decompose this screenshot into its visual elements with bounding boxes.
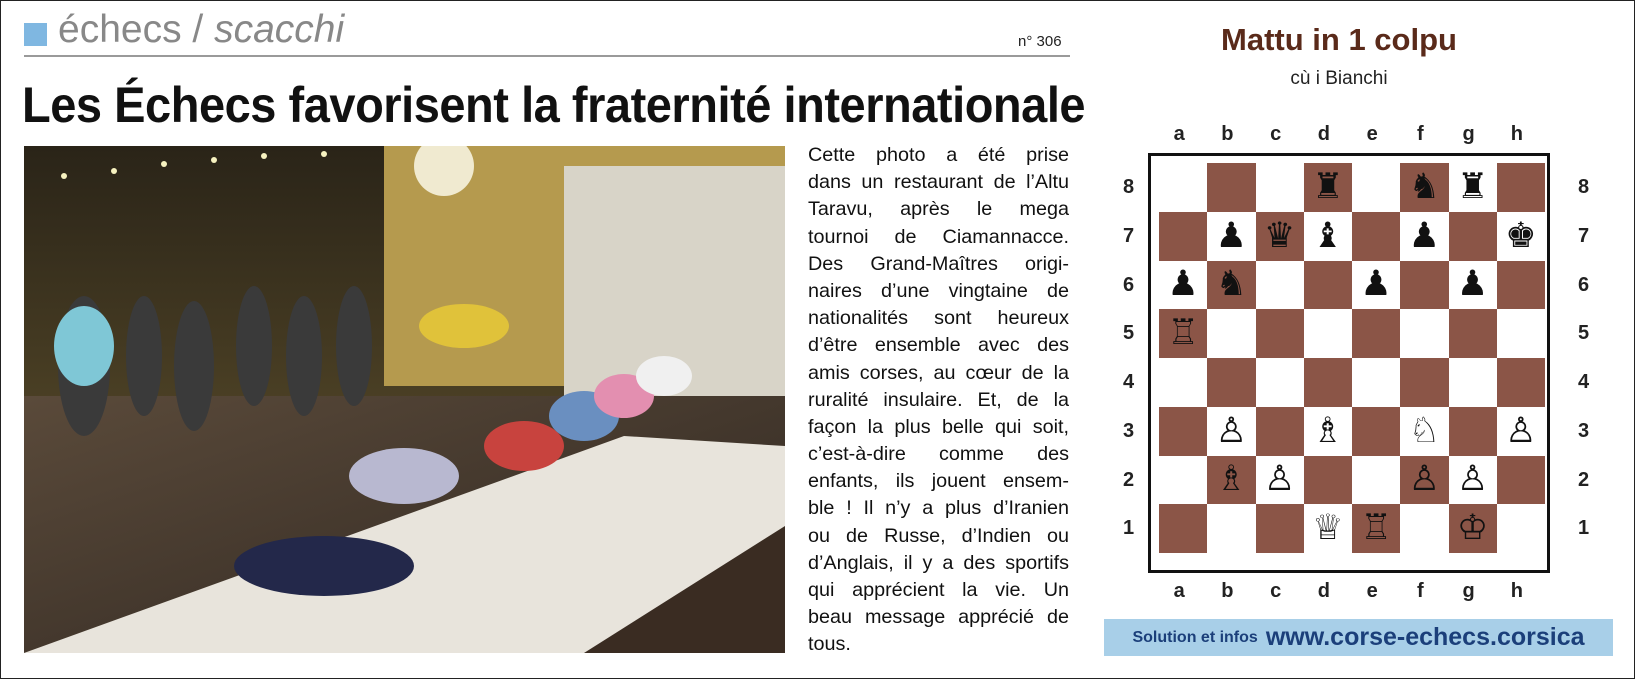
white-pawn-icon: ♙ <box>1505 410 1537 451</box>
black-knight-icon: ♞ <box>1408 166 1441 207</box>
article-line: naires d’une vingtaine de <box>808 279 1069 302</box>
file-label: a <box>1173 580 1185 602</box>
square-e8 <box>1352 163 1400 212</box>
rank-label: 1 <box>1578 517 1590 540</box>
square-b8 <box>1207 163 1255 212</box>
board-grid <box>1159 163 1545 553</box>
chess-board <box>1148 153 1550 573</box>
square-c1 <box>1256 504 1304 553</box>
square-b5 <box>1207 309 1255 358</box>
rank-label: 7 <box>1578 224 1590 247</box>
white-pawn-icon: ♙ <box>1456 459 1489 500</box>
square-d4 <box>1304 358 1352 407</box>
black-knight-icon: ♞ <box>1215 264 1248 305</box>
square-d7 <box>1304 212 1352 261</box>
white-bishop-icon: ♗ <box>1215 459 1248 500</box>
file-label: e <box>1366 580 1378 602</box>
rank-label: 2 <box>1123 468 1135 491</box>
square-a1 <box>1159 504 1207 553</box>
square-g3 <box>1449 407 1497 456</box>
white-pawn-icon: ♙ <box>1263 459 1296 500</box>
square-f1 <box>1400 504 1448 553</box>
header-rule <box>24 55 1070 57</box>
square-h7 <box>1497 212 1545 261</box>
square-h3 <box>1497 407 1545 456</box>
square-f5 <box>1400 309 1448 358</box>
black-rook-icon: ♜ <box>1456 166 1489 207</box>
square-h1 <box>1497 504 1545 553</box>
rank-label: 2 <box>1578 468 1590 491</box>
white-bishop-icon: ♗ <box>1312 410 1344 451</box>
white-rook-icon: ♖ <box>1167 313 1199 354</box>
article-line: Des Grand-Maîtres origi- <box>808 252 1069 275</box>
file-label: h <box>1510 123 1523 145</box>
file-label: h <box>1510 580 1523 602</box>
article-line: tous. <box>808 633 851 656</box>
file-label: a <box>1173 123 1185 145</box>
file-label: f <box>1417 580 1424 602</box>
white-pawn-icon: ♙ <box>1215 410 1248 451</box>
square-c5 <box>1256 309 1304 358</box>
square-f6 <box>1400 261 1448 310</box>
black-king-icon: ♚ <box>1505 215 1537 256</box>
square-b4 <box>1207 358 1255 407</box>
headline: Les Échecs favorisent la fraternité internationale <box>22 77 1086 133</box>
square-a5 <box>1159 309 1207 358</box>
square-e7 <box>1352 212 1400 261</box>
square-c4 <box>1256 358 1304 407</box>
file-label: c <box>1270 580 1282 602</box>
article-line: enfants, ils jouent ensem- <box>808 470 1069 493</box>
article-line: ble ! Il n’y a plus d’Iranien <box>808 497 1069 520</box>
article-line: tournoi de Ciamannacce. <box>808 225 1069 248</box>
square-e5 <box>1352 309 1400 358</box>
article-line: Cette photo a été prise <box>808 144 1069 166</box>
white-queen-icon: ♕ <box>1312 508 1344 549</box>
file-label: b <box>1221 580 1234 602</box>
square-g2 <box>1449 456 1497 505</box>
article-line: d’Anglais, il y a des sportifs <box>808 551 1069 574</box>
square-a2 <box>1159 456 1207 505</box>
square-b6 <box>1207 261 1255 310</box>
file-label: f <box>1417 123 1424 145</box>
square-f2 <box>1400 456 1448 505</box>
rank-labels-right <box>1578 163 1589 553</box>
square-e3 <box>1352 407 1400 456</box>
puzzle-subtitle: cù i Bianchi <box>1290 68 1388 89</box>
square-c8 <box>1256 163 1304 212</box>
square-d2 <box>1304 456 1352 505</box>
kicker-corsican: scacchi <box>214 8 345 51</box>
rank-label: 5 <box>1123 322 1135 345</box>
square-d6 <box>1304 261 1352 310</box>
file-labels-bottom <box>1155 580 1541 603</box>
rank-label: 1 <box>1123 517 1135 540</box>
square-b1 <box>1207 504 1255 553</box>
rank-label: 6 <box>1578 273 1590 296</box>
file-label: c <box>1270 123 1282 145</box>
black-pawn-icon: ♟ <box>1408 215 1441 256</box>
section-kicker <box>58 8 344 53</box>
square-f4 <box>1400 358 1448 407</box>
rank-label: 6 <box>1123 273 1135 296</box>
rank-label: 8 <box>1123 176 1135 198</box>
black-queen-icon: ♛ <box>1263 215 1296 256</box>
square-e6 <box>1352 261 1400 310</box>
file-label: b <box>1221 123 1234 145</box>
square-h2 <box>1497 456 1545 505</box>
square-d1 <box>1304 504 1352 553</box>
file-label: g <box>1462 123 1475 145</box>
square-e1 <box>1352 504 1400 553</box>
file-label: d <box>1317 123 1330 145</box>
square-g6 <box>1449 261 1497 310</box>
rank-label: 5 <box>1578 322 1590 345</box>
article-line: nationalités sont heureux <box>808 307 1069 330</box>
square-h4 <box>1497 358 1545 407</box>
black-pawn-icon: ♟ <box>1215 215 1248 256</box>
puzzle-title: Mattu in 1 colpu <box>1221 22 1457 57</box>
solution-label: Solution et infos <box>1132 628 1258 646</box>
rank-label: 3 <box>1578 419 1590 442</box>
solution-banner <box>1104 619 1613 656</box>
section-marker <box>24 23 47 46</box>
square-d8 <box>1304 163 1352 212</box>
article-line: qui apprécient la vie. Un <box>808 579 1069 601</box>
square-h8 <box>1497 163 1545 212</box>
square-g7 <box>1449 212 1497 261</box>
square-a3 <box>1159 407 1207 456</box>
square-c2 <box>1256 456 1304 505</box>
square-f8 <box>1400 163 1448 212</box>
article-line: façon la plus belle qui soit, <box>808 415 1069 438</box>
article-line: amis corses, au cœur de la <box>808 361 1069 384</box>
square-a7 <box>1159 212 1207 261</box>
article-body <box>808 142 1069 659</box>
square-b2 <box>1207 456 1255 505</box>
kicker-french: échecs <box>58 8 182 51</box>
article-line: beau message apprécié de <box>808 606 1069 629</box>
square-h6 <box>1497 261 1545 310</box>
article-line: ou de Russe, d’Indien ou <box>808 524 1069 547</box>
kicker-separator: / <box>181 8 215 51</box>
issue-number: n° 306 <box>1018 33 1062 50</box>
square-c7 <box>1256 212 1304 261</box>
article-line: Taravu, après le mega <box>808 198 1069 221</box>
rank-label: 8 <box>1578 176 1590 198</box>
article-line: c’est-à-dire comme des <box>808 443 1069 466</box>
file-label: g <box>1462 580 1475 602</box>
square-c6 <box>1256 261 1304 310</box>
file-label: e <box>1366 123 1378 145</box>
square-d3 <box>1304 407 1352 456</box>
article-line: dans un restaurant de l’Altu <box>808 171 1069 194</box>
square-a8 <box>1159 163 1207 212</box>
square-g4 <box>1449 358 1497 407</box>
rank-label: 7 <box>1123 224 1135 247</box>
black-bishop-icon: ♝ <box>1312 215 1344 256</box>
square-e2 <box>1352 456 1400 505</box>
white-knight-icon: ♘ <box>1408 410 1441 451</box>
rank-label: 4 <box>1578 371 1590 393</box>
file-labels-top <box>1155 123 1541 146</box>
square-b7 <box>1207 212 1255 261</box>
file-label: d <box>1317 580 1330 602</box>
black-pawn-icon: ♟ <box>1360 264 1392 305</box>
square-g8 <box>1449 163 1497 212</box>
black-pawn-icon: ♟ <box>1456 264 1489 305</box>
rank-labels-left <box>1123 163 1134 553</box>
square-g5 <box>1449 309 1497 358</box>
square-a4 <box>1159 358 1207 407</box>
black-pawn-icon: ♟ <box>1167 264 1199 305</box>
white-rook-icon: ♖ <box>1360 508 1392 549</box>
square-e4 <box>1352 358 1400 407</box>
white-pawn-icon: ♙ <box>1408 459 1441 500</box>
article-photo <box>24 146 785 653</box>
black-rook-icon: ♜ <box>1312 166 1344 207</box>
white-king-icon: ♔ <box>1456 508 1489 549</box>
square-f7 <box>1400 212 1448 261</box>
square-c3 <box>1256 407 1304 456</box>
square-b3 <box>1207 407 1255 456</box>
article-line: d’être ensemble avec des <box>808 334 1069 357</box>
solution-link[interactable]: www.corse-echecs.corsica <box>1265 623 1585 651</box>
square-a6 <box>1159 261 1207 310</box>
square-f3 <box>1400 407 1448 456</box>
square-d5 <box>1304 309 1352 358</box>
square-h5 <box>1497 309 1545 358</box>
rank-label: 4 <box>1123 371 1135 393</box>
rank-label: 3 <box>1123 419 1135 442</box>
article-line: ruralité insulaire. Et, de la <box>808 388 1069 411</box>
square-g1 <box>1449 504 1497 553</box>
